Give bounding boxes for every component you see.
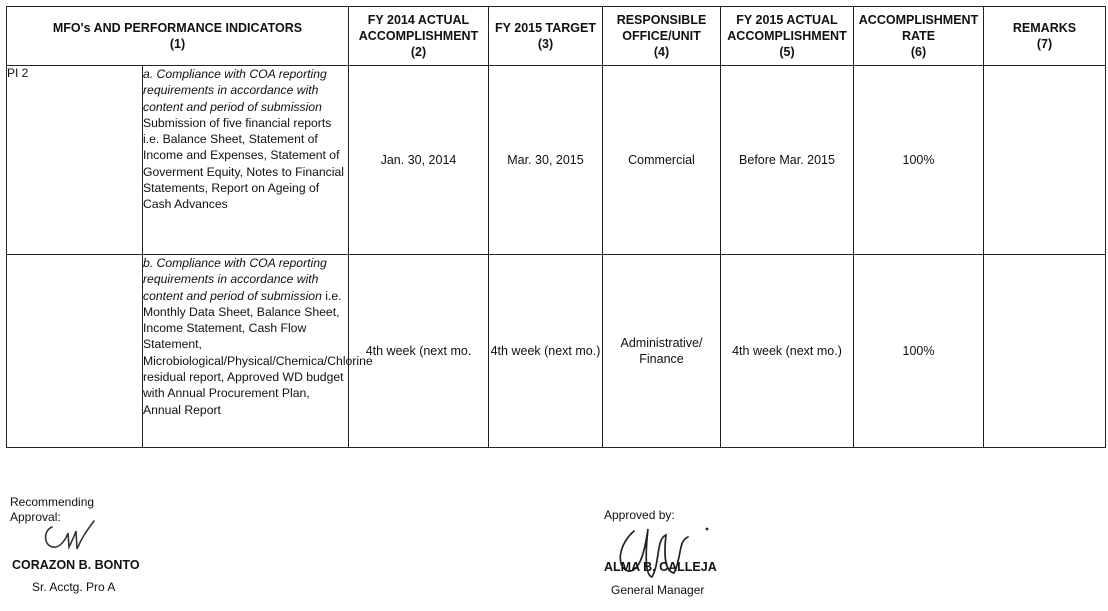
- recommending-signature-block: [10, 495, 270, 605]
- performance-table: [6, 6, 1106, 448]
- table-row: [7, 255, 1106, 448]
- header-target: [489, 7, 603, 66]
- header-rate-num: (6): [910, 45, 927, 59]
- header-fy2015: [721, 7, 854, 66]
- header-fy2015-num: (5): [779, 45, 795, 59]
- office-cell: Commercial: [603, 66, 721, 255]
- header-remarks: [984, 7, 1106, 66]
- header-target-title: FY 2015 TARGET: [495, 21, 596, 35]
- fy2015-cell: Before Mar. 2015: [721, 66, 854, 255]
- fy2014-cell: Jan. 30, 2014: [349, 66, 489, 255]
- rate-cell: 100%: [854, 66, 984, 255]
- table-row: [7, 66, 1106, 255]
- recommending-name: CORAZON B. BONTO: [12, 558, 140, 572]
- header-fy2014-num: (2): [410, 45, 427, 59]
- fy2014-cell: 4th week (next mo.: [349, 255, 489, 448]
- header-mfo-title: MFO's AND PERFORMANCE INDICATORS: [52, 21, 303, 35]
- indicator-cell: [143, 66, 349, 255]
- approval-caption: Approved by:: [604, 508, 675, 522]
- indicator-cell: [143, 255, 373, 448]
- header-fy2014-title: FY 2014 ACTUAL ACCOMPLISHMENT: [358, 13, 479, 43]
- fy2015-cell: 4th week (next mo.): [721, 255, 854, 448]
- header-rate: [854, 7, 984, 66]
- header-office-num: (4): [653, 45, 670, 59]
- header-mfo-num: (1): [169, 37, 186, 51]
- indicator-italic: a. Compliance with COA reporting requirements in accordance with content and period of submission: [143, 67, 327, 114]
- recommending-position: Sr. Acctg. Pro A: [32, 580, 116, 594]
- handwritten-signature-icon: [38, 507, 108, 555]
- remarks-cell: [984, 255, 1106, 448]
- indicator-text: Submission of five financial reports i.e. Balance Sheet, Statement of Income and Expenses, Statement of Goverment Equity, Notes to Financial Statements, Report on Ageing of Cash Advances: [143, 115, 344, 212]
- recommending-caption-line2: Approval:: [10, 510, 61, 524]
- header-office: [603, 7, 721, 66]
- pi-code: PI 2: [7, 66, 143, 255]
- remarks-cell: [984, 66, 1106, 255]
- header-remarks-title: REMARKS: [1012, 21, 1077, 35]
- pi-code: [7, 255, 143, 448]
- rate-cell: 100%: [854, 255, 984, 448]
- header-fy2015-title: FY 2015 ACTUAL ACCOMPLISHMENT: [727, 13, 847, 43]
- approval-name: ALMA B. CALLEJA: [604, 560, 717, 574]
- indicator-italic: b. Compliance with COA reporting requirements in accordance with content and period of submission: [143, 256, 327, 303]
- approval-position: General Manager: [611, 583, 705, 597]
- header-fy2014: [349, 7, 489, 66]
- office-cell: Administrative/ Finance: [603, 255, 721, 448]
- header-target-num: (3): [537, 37, 554, 51]
- header-office-title: RESPONSIBLE OFFICE/UNIT: [616, 13, 707, 43]
- indicator-text: i.e. Monthly Data Sheet, Balance Sheet, Income Statement, Cash Flow Statement, Microbiological/Physical/Chemica/Chlorine residual report, Approved WD budget with Annual Procurement Plan, Annual Report: [143, 288, 373, 417]
- recommending-caption-line1: Recommending: [10, 495, 95, 509]
- handwritten-signature-icon: [604, 511, 714, 591]
- header-mfo: [7, 7, 349, 66]
- target-cell: Mar. 30, 2015: [489, 66, 603, 255]
- header-remarks-num: (7): [1036, 37, 1053, 51]
- header-row: [7, 7, 1106, 66]
- header-rate-title: ACCOMPLISHMENT RATE: [858, 13, 979, 43]
- approval-signature-block: [600, 505, 840, 605]
- target-cell: 4th week (next mo.): [489, 255, 603, 448]
